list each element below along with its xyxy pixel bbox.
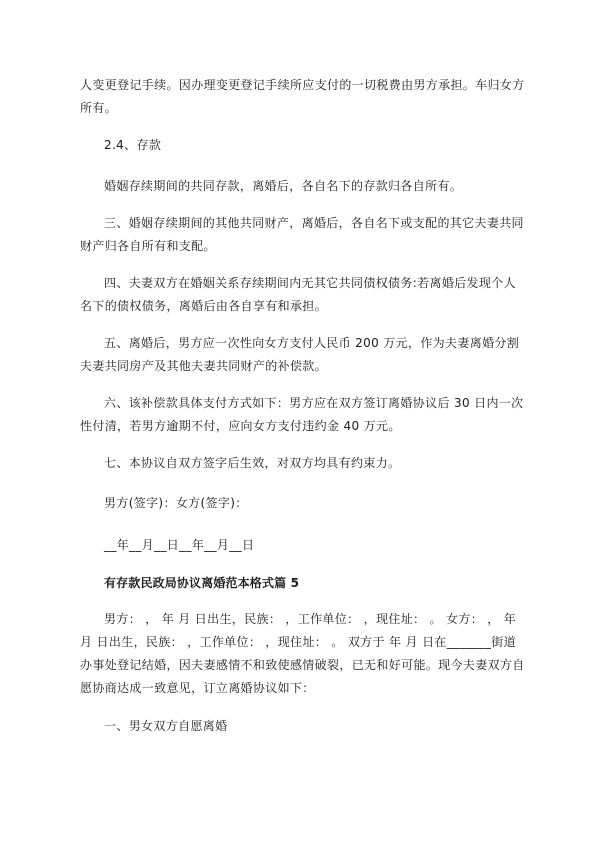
- paragraph-vehicle-transfer: 人变更登记手续。因办理变更登记手续所应支付的一切税费由男方承担。车归女方所有。: [80, 78, 525, 115]
- paragraph-parties-info: 男方： ， 年 月 日出生，民族： ，工作单位： ，现住址： 。 女方： ， 年 月 日出生，民族： ，工作单位： ，现住址： 。 双方于 年 月 日在_______街道办事处登记结婚，因夫妻感情不和致使感情破裂，已无和好可能。现今夫妻双方自愿协商达成一致意见，订立离婚协议如下：: [80, 612, 525, 695]
- date-line: __年__月__日__年__月__日: [104, 538, 255, 552]
- section-heading-deposits: 2.4、存款: [104, 138, 162, 152]
- paragraph-clause-five: 五、离婚后，男方应一次性向女方支付人民币 200 万元，作为夫妻离婚分割夫妻共同房产及其他夫妻共同财产的补偿款。: [80, 336, 520, 373]
- section-title: 有存款民政局协议离婚范本格式篇 5: [104, 576, 300, 590]
- paragraph-clause-four: 四、夫妻双方在婚姻关系存续期间内无其它共同债权债务:若离婚后发现个人名下的债权债务，离婚后由各自享有和承担。: [80, 276, 516, 313]
- paragraph-clause-one: 一、男女双方自愿离婚: [104, 719, 228, 733]
- paragraph-clause-three: 三、婚姻存续期间的其他共同财产，离婚后，各自名下或支配的其它夫妻共同财产归各自所有和支配。: [80, 216, 524, 253]
- paragraph-deposits: 婚姻存续期间的共同存款，离婚后，各自名下的存款归各自所有。: [104, 179, 463, 193]
- paragraph-clause-seven: 七、本协议自双方签字后生效，对双方均具有约束力。: [104, 456, 401, 470]
- signature-line: 男方(签字)：女方(签字)：: [104, 496, 248, 510]
- paragraph-clause-six: 六、该补偿款具体支付方式如下：男方应在双方签订离婚协议后 30 日内一次性付清，若男方逾期不付，应向女方支付违约金 40 万元。: [80, 396, 524, 433]
